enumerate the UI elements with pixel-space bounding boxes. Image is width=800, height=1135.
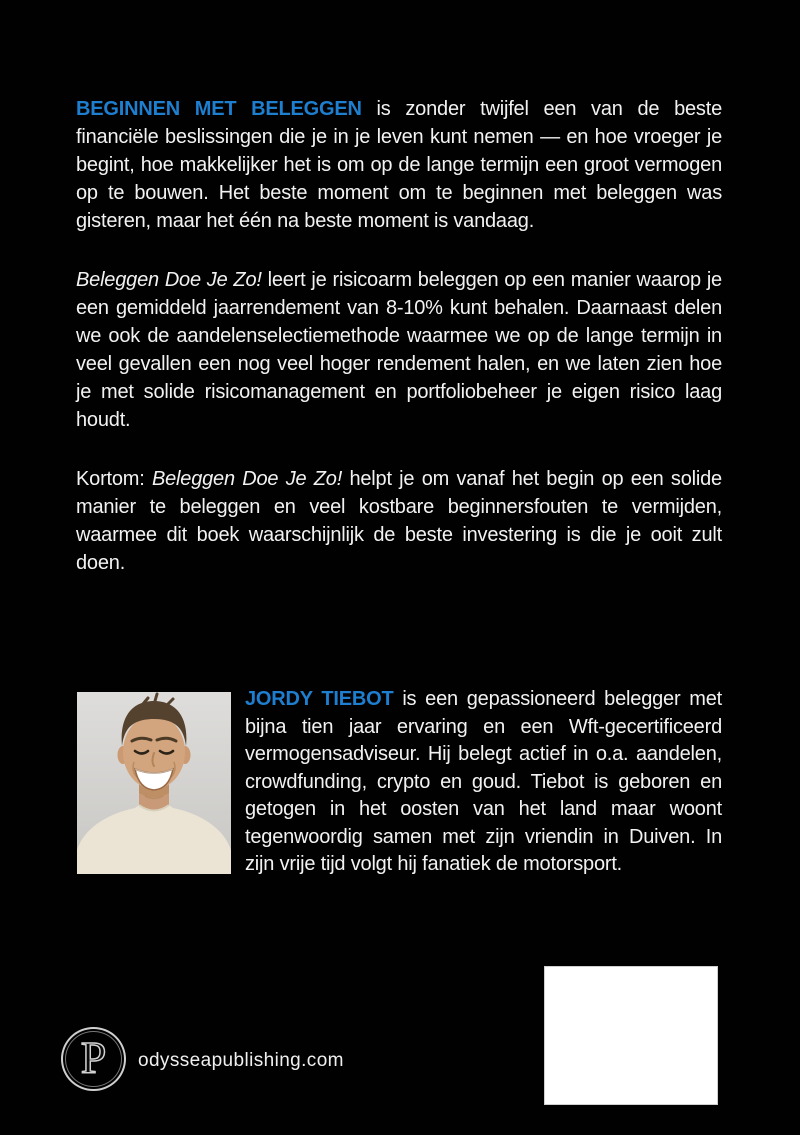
author-bio-text: is een gepassioneerd belegger met bijna tien jaar ervaring en een Wft-gecertificeerd vermogensadviseur. Hij belegt actief in o.a. aandelen, crowdfunding, crypto en goud. Tiebot is geboren en getogen in het oosten van het land maar woont tegenwoordig samen met zijn vriendin in Duiven. In zijn vrije tijd volgt hij fanatiek de motorsport. [245, 688, 722, 875]
blurb-paragraph-3 [76, 465, 722, 577]
publisher-website: odysseapublishing.com [138, 1050, 344, 1071]
author-portrait-illustration [77, 692, 231, 874]
publisher-logo [61, 1027, 126, 1091]
blurb-paragraph-2 [76, 266, 722, 434]
book-topic-highlight: BEGINNEN MET BELEGGEN [76, 98, 362, 120]
publisher-monogram: P [80, 1031, 107, 1083]
book-title-mention: Beleggen Doe Je Zo! [76, 269, 262, 291]
blurb-text-block [76, 95, 722, 577]
author-photo [77, 692, 231, 874]
blurb-paragraph-3-prefix: Kortom: [76, 468, 152, 490]
blurb-paragraph-1-text: is zonder twijfel een van de beste financiële beslissingen die je in je leven kunt nemen — en hoe vroeger je begint, hoe makkelijker het is om op de lange termijn een groot vermogen op te bouwen. Het beste moment om te beginnen met beleggen was gisteren, maar het één na beste moment is vandaag. [76, 98, 722, 232]
blurb-paragraph-1 [76, 95, 722, 235]
barcode-placeholder [545, 967, 717, 1104]
author-bio [245, 686, 722, 879]
blurb-paragraph-3-text: helpt je om vanaf het begin op een solide manier te beleggen en veel kostbare beginnersfouten te vermijden, waarmee dit boek waarschijnlijk de beste investering is die je ooit zult doen. [76, 468, 722, 574]
author-bio-paragraph [245, 686, 722, 879]
author-name: JORDY TIEBOT [245, 688, 394, 710]
blurb-paragraph-2-text: leert je risicoarm beleggen op een manier waarop je een gemiddeld jaarrendement van 8-10% kunt behalen. Daarnaast delen we ook de aandelenselectiemethode waarmee we op de lange termijn in veel gevallen een nog veel hoger rendement halen, en we laten zien hoe je met solide risicomanagement en portfoliobeheer je eigen risico laag houdt. [76, 269, 722, 431]
book-title-mention: Beleggen Doe Je Zo! [151, 468, 343, 490]
